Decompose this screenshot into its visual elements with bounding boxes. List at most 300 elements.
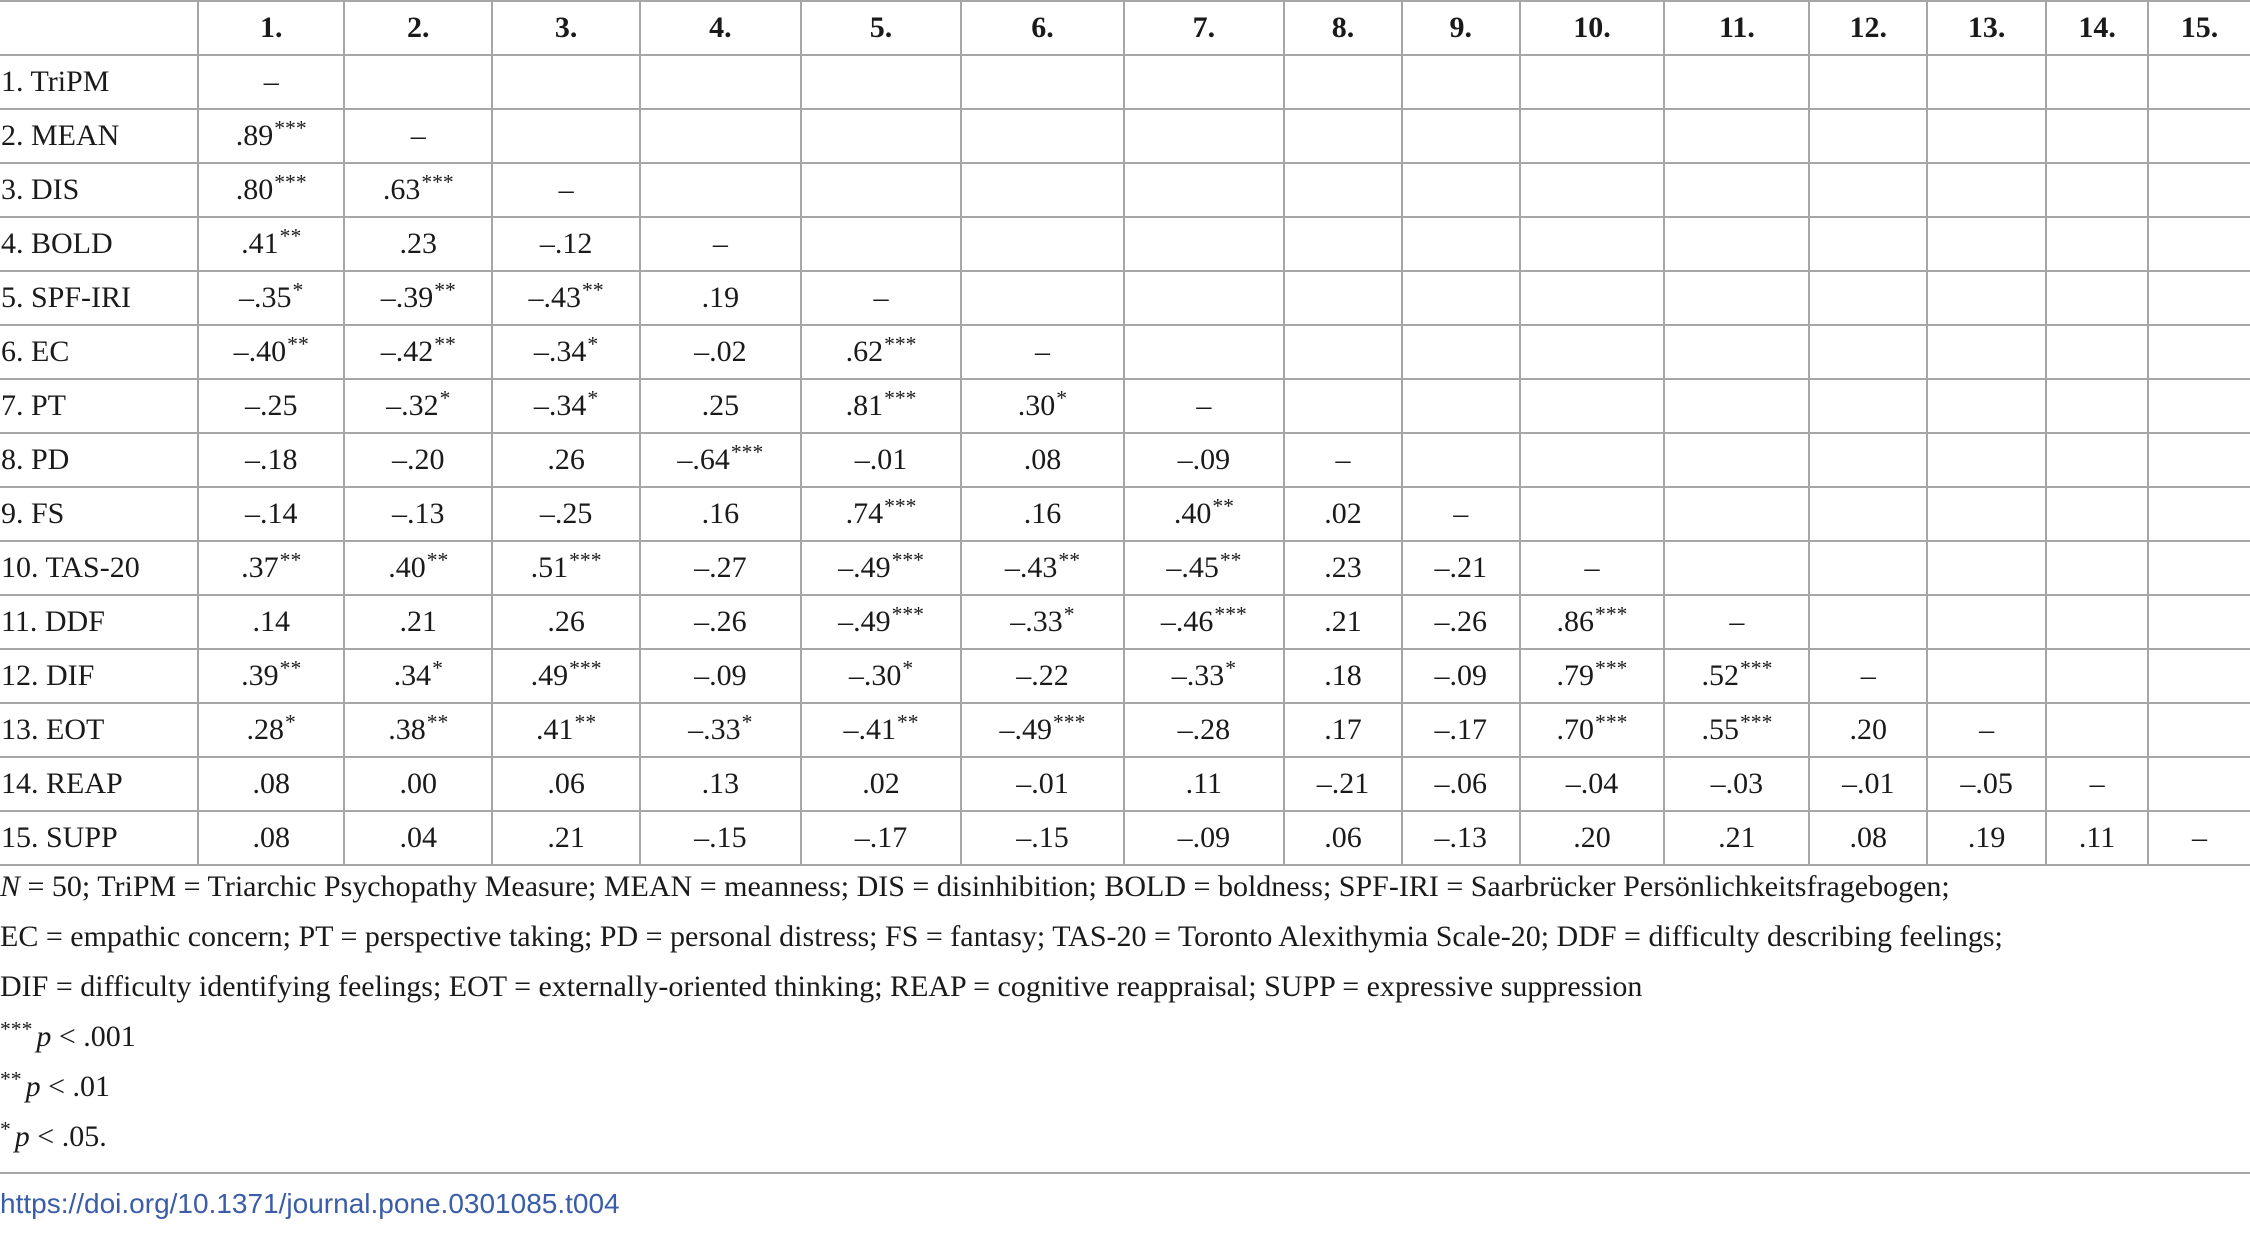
correlation-cell	[198, 163, 344, 217]
correlation-cell	[801, 433, 962, 487]
correlation-cell	[1664, 757, 1809, 811]
correlation-cell	[1402, 541, 1520, 595]
correlation-value: .86	[1556, 605, 1595, 638]
correlation-cell	[1124, 595, 1285, 649]
row-label: 9. FS	[0, 487, 198, 541]
significance-stars: **	[1219, 548, 1242, 573]
correlation-cell	[344, 163, 492, 217]
correlation-cell	[1927, 487, 2046, 541]
correlation-value: –.17	[854, 821, 908, 854]
column-header: 15.	[2148, 1, 2250, 55]
correlation-cell	[1664, 379, 1809, 433]
significance-stars: *	[292, 278, 304, 303]
correlation-cell	[1664, 487, 1809, 541]
significance-stars: **	[1212, 494, 1234, 519]
correlation-value: .74	[845, 497, 884, 530]
correlation-cell	[640, 541, 801, 595]
correlation-cell	[1284, 703, 1402, 757]
correlation-cell	[1809, 703, 1927, 757]
correlation-value: –.02	[694, 335, 747, 368]
correlation-cell	[2148, 379, 2250, 433]
correlation-value: –.18	[244, 443, 298, 476]
table-header-row	[0, 1, 2250, 55]
correlation-cell	[1520, 217, 1665, 271]
correlation-cell	[2148, 811, 2250, 865]
correlation-value: –.27	[694, 551, 747, 584]
column-header: 13.	[1927, 1, 2046, 55]
table-body	[0, 55, 2250, 865]
correlation-value: –.33	[688, 713, 741, 746]
correlation-cell	[961, 433, 1123, 487]
significance-stars: ***	[884, 332, 917, 357]
correlation-cell	[198, 271, 344, 325]
correlation-value: –	[1034, 335, 1050, 368]
table-row	[0, 325, 2250, 379]
correlation-cell	[492, 703, 640, 757]
correlation-value: .26	[547, 605, 585, 638]
correlation-cell	[2046, 757, 2148, 811]
correlation-value: .16	[701, 497, 740, 530]
correlation-value: .26	[547, 443, 585, 476]
correlation-value: .13	[701, 767, 740, 800]
correlation-cell	[2148, 217, 2250, 271]
column-header: 7.	[1124, 1, 1285, 55]
significance-note	[0, 1112, 2250, 1162]
correlation-cell	[961, 55, 1123, 109]
doi-link[interactable]: https://doi.org/10.1371/journal.pone.0301085.t004	[0, 1188, 620, 1219]
correlation-value: .04	[399, 821, 438, 854]
correlation-cell	[1520, 649, 1665, 703]
correlation-cell	[492, 109, 640, 163]
abbreviations-line-2: EC = empathic concern; PT = perspective taking; PD = personal distress; FS = fantasy; TAS-20 = Toronto Alexithymia Scale-20; DDF = difficulty describing feelings;	[0, 920, 2003, 953]
correlation-value: .21	[547, 821, 585, 854]
significance-stars: **	[426, 710, 449, 735]
table-notes	[0, 862, 2250, 1162]
correlation-cell	[1402, 649, 1520, 703]
correlation-cell	[2046, 109, 2148, 163]
correlation-cell	[640, 649, 801, 703]
column-header: 4.	[640, 1, 801, 55]
correlation-cell	[1520, 541, 1665, 595]
row-label: 3. DIS	[0, 163, 198, 217]
correlation-cell	[1124, 217, 1285, 271]
correlation-cell	[1664, 541, 1809, 595]
correlation-value: .19	[701, 281, 740, 314]
correlation-cell	[344, 433, 492, 487]
correlation-cell	[1124, 379, 1285, 433]
correlation-value: –.21	[1434, 551, 1487, 584]
correlation-cell	[1664, 325, 1809, 379]
correlation-cell	[1664, 811, 1809, 865]
correlation-cell	[1664, 109, 1809, 163]
correlation-cell	[1284, 217, 1402, 271]
correlation-value: –.34	[533, 389, 587, 422]
correlation-value: –	[1729, 605, 1745, 638]
correlation-value: .89	[235, 119, 274, 152]
correlation-value: .02	[1324, 497, 1362, 530]
correlation-cell	[344, 703, 492, 757]
correlation-value: –.21	[1316, 767, 1370, 800]
correlation-cell	[1124, 433, 1285, 487]
correlation-value: –	[2089, 767, 2105, 800]
row-label: 15. SUPP	[0, 811, 198, 865]
correlation-cell	[640, 487, 801, 541]
correlation-value: –.28	[1177, 713, 1231, 746]
correlation-cell	[640, 217, 801, 271]
correlation-cell	[1809, 757, 1927, 811]
correlation-cell	[1284, 379, 1402, 433]
correlation-value: .08	[252, 767, 290, 800]
correlation-cell	[1284, 55, 1402, 109]
correlation-cell	[1664, 595, 1809, 649]
correlation-value: –.15	[694, 821, 747, 854]
row-label: 10. TAS-20	[0, 541, 198, 595]
correlation-cell	[1927, 433, 2046, 487]
correlation-cell	[1927, 379, 2046, 433]
correlation-value: .17	[1324, 713, 1362, 746]
correlation-value: .52	[1701, 659, 1739, 692]
significance-stars: *	[1056, 386, 1068, 411]
correlation-value: –.64	[677, 443, 730, 476]
correlation-cell	[1927, 757, 2046, 811]
correlation-value: –.13	[1434, 821, 1487, 854]
row-label: 7. PT	[0, 379, 198, 433]
correlation-value: –.01	[854, 443, 908, 476]
correlation-cell	[344, 55, 492, 109]
column-header: 3.	[492, 1, 640, 55]
correlation-cell	[1809, 541, 1927, 595]
correlation-cell	[1809, 433, 1927, 487]
significance-stars: *	[1225, 656, 1237, 681]
correlation-cell	[1664, 649, 1809, 703]
correlation-cell	[2148, 757, 2250, 811]
correlation-value: –.06	[1434, 767, 1487, 800]
correlation-cell	[1402, 379, 1520, 433]
correlation-value: .08	[252, 821, 290, 854]
correlation-cell	[198, 595, 344, 649]
correlation-cell	[801, 541, 962, 595]
correlation-value: .11	[1185, 767, 1223, 800]
correlation-cell	[1124, 271, 1285, 325]
correlation-value: .28	[246, 713, 285, 746]
correlation-value: –.25	[244, 389, 298, 422]
column-header: 10.	[1520, 1, 1665, 55]
correlation-value: –.09	[694, 659, 747, 692]
significance-stars: ***	[884, 494, 917, 519]
correlation-cell	[1809, 379, 1927, 433]
table-row	[0, 703, 2250, 757]
correlation-value: .14	[252, 605, 290, 638]
correlation-cell	[2148, 541, 2250, 595]
correlation-value: –.03	[1710, 767, 1764, 800]
significance-note	[0, 1012, 2250, 1062]
correlation-cell	[1809, 109, 1927, 163]
column-header: 1.	[198, 1, 344, 55]
correlation-cell	[2046, 163, 2148, 217]
correlation-cell	[1520, 55, 1665, 109]
row-label: 5. SPF-IRI	[0, 271, 198, 325]
correlation-cell	[640, 163, 801, 217]
abbreviations-line-1	[0, 862, 2250, 912]
correlation-value: .21	[399, 605, 438, 638]
significance-stars: ***	[1739, 656, 1773, 681]
correlation-cell	[1520, 703, 1665, 757]
correlation-value: –.01	[1841, 767, 1895, 800]
correlation-value: .23	[399, 227, 438, 260]
correlation-cell	[1809, 811, 1927, 865]
correlation-cell	[2148, 649, 2250, 703]
correlation-cell	[961, 109, 1123, 163]
table-row	[0, 541, 2250, 595]
correlation-cell	[1927, 703, 2046, 757]
correlation-cell	[961, 217, 1123, 271]
column-header: 12.	[1809, 1, 1927, 55]
correlation-cell	[492, 379, 640, 433]
significance-stars: **	[426, 548, 449, 573]
correlation-cell	[1284, 163, 1402, 217]
significance-stars: **	[279, 548, 302, 573]
significance-stars: ***	[1595, 710, 1628, 735]
correlation-cell	[1124, 541, 1285, 595]
correlation-cell	[801, 109, 962, 163]
correlation-value: .18	[1324, 659, 1362, 692]
correlation-value: .21	[1718, 821, 1756, 854]
correlation-cell	[1809, 487, 1927, 541]
correlation-cell	[801, 595, 962, 649]
correlation-cell	[801, 55, 962, 109]
correlation-value: –	[1979, 713, 1995, 746]
correlation-cell	[2148, 163, 2250, 217]
significance-stars: *	[285, 710, 296, 735]
significance-stars: **	[574, 710, 597, 735]
correlation-cell	[1520, 325, 1665, 379]
row-label: 1. TriPM	[0, 55, 198, 109]
correlation-value: –.22	[1016, 659, 1069, 692]
significance-stars: ***	[1595, 602, 1628, 627]
correlation-value: –	[873, 281, 889, 314]
correlation-value: .20	[1573, 821, 1611, 854]
significance-stars: **	[582, 278, 604, 303]
n-symbol: N	[0, 870, 21, 903]
correlation-cell	[1284, 649, 1402, 703]
correlation-cell	[1284, 811, 1402, 865]
correlation-value: –.43	[1004, 551, 1058, 584]
correlation-cell	[344, 541, 492, 595]
significance-stars: *	[587, 332, 599, 357]
correlation-cell	[1284, 595, 1402, 649]
column-header: 8.	[1284, 1, 1402, 55]
correlation-value: –	[712, 227, 728, 260]
correlation-value: .81	[845, 389, 884, 422]
correlation-cell	[801, 649, 962, 703]
p-symbol: p	[36, 1020, 52, 1053]
correlation-value: –.09	[1434, 659, 1487, 692]
correlation-cell	[801, 487, 962, 541]
significance-stars: ***	[1053, 710, 1086, 735]
significance-stars: ***	[1595, 656, 1628, 681]
correlation-cell	[961, 163, 1123, 217]
correlation-cell	[2046, 703, 2148, 757]
column-header: 5.	[801, 1, 962, 55]
table-row	[0, 487, 2250, 541]
significance-stars: ***	[421, 170, 454, 195]
correlation-value: .40	[1173, 497, 1212, 530]
correlation-cell	[344, 217, 492, 271]
correlation-cell	[1124, 325, 1285, 379]
table-row	[0, 595, 2250, 649]
correlation-cell	[640, 595, 801, 649]
correlation-cell	[492, 163, 640, 217]
correlation-cell	[1927, 163, 2046, 217]
correlation-cell	[1124, 811, 1285, 865]
correlation-cell	[198, 541, 344, 595]
correlation-cell	[2046, 325, 2148, 379]
correlation-value: .49	[530, 659, 569, 692]
correlation-cell	[492, 595, 640, 649]
correlation-cell	[2046, 811, 2148, 865]
significance-stars: *	[1063, 602, 1075, 627]
correlation-cell	[961, 595, 1123, 649]
correlation-cell	[1927, 325, 2046, 379]
correlation-value: –.33	[1171, 659, 1225, 692]
correlation-value: .41	[536, 713, 574, 746]
correlation-cell	[640, 811, 801, 865]
correlation-cell	[198, 325, 344, 379]
correlation-cell	[1927, 595, 2046, 649]
correlation-value: .51	[530, 551, 569, 584]
correlation-value: .63	[382, 173, 421, 206]
row-label: 4. BOLD	[0, 217, 198, 271]
correlation-cell	[1402, 757, 1520, 811]
significance-stars: **	[1058, 548, 1080, 573]
correlation-cell	[1809, 55, 1927, 109]
table-row	[0, 55, 2250, 109]
correlation-cell	[801, 703, 962, 757]
correlation-value: –.17	[1434, 713, 1487, 746]
correlation-cell	[198, 703, 344, 757]
correlation-cell	[1124, 757, 1285, 811]
correlation-cell	[1402, 55, 1520, 109]
correlation-value: –.49	[999, 713, 1052, 746]
correlation-cell	[492, 217, 640, 271]
table-row	[0, 109, 2250, 163]
row-label: 13. EOT	[0, 703, 198, 757]
correlation-cell	[961, 541, 1123, 595]
correlation-cell	[640, 109, 801, 163]
correlation-cell	[492, 487, 640, 541]
correlation-cell	[640, 433, 801, 487]
correlation-cell	[2046, 649, 2148, 703]
correlation-cell	[1520, 757, 1665, 811]
correlation-cell	[640, 757, 801, 811]
correlation-value: .06	[547, 767, 585, 800]
table-row	[0, 163, 2250, 217]
significance-notes	[0, 1012, 2250, 1162]
correlation-cell	[198, 487, 344, 541]
correlation-cell	[640, 325, 801, 379]
correlation-value: –.12	[539, 227, 593, 260]
correlation-value: –.13	[392, 497, 445, 530]
correlation-value: .40	[388, 551, 426, 584]
correlation-value: –	[2192, 821, 2207, 854]
correlation-cell	[801, 217, 962, 271]
correlation-cell	[344, 109, 492, 163]
table-row	[0, 757, 2250, 811]
correlation-value: .25	[701, 389, 740, 422]
correlation-cell	[344, 811, 492, 865]
correlation-cell	[1927, 271, 2046, 325]
correlation-value: –.04	[1565, 767, 1619, 800]
abbreviations-text-1: = 50; TriPM = Triarchic Psychopathy Measure; MEAN = meanness; DIS = disinhibition; BOLD = boldness; SPF-IRI = Saarbrücker Persönlichkeitsfragebogen;	[20, 870, 1950, 903]
correlation-value: –	[1860, 659, 1876, 692]
correlation-cell	[1284, 325, 1402, 379]
correlation-cell	[1520, 379, 1665, 433]
significance-stars: ***	[569, 548, 602, 573]
row-label: 2. MEAN	[0, 109, 198, 163]
correlation-cell	[492, 541, 640, 595]
correlation-cell	[198, 433, 344, 487]
correlation-cell	[2046, 595, 2148, 649]
p-symbol: p	[14, 1120, 30, 1153]
p-threshold: < .01	[40, 1070, 111, 1103]
correlation-cell	[1402, 433, 1520, 487]
significance-note	[0, 1062, 2250, 1112]
significance-stars: *	[902, 656, 914, 681]
significance-stars: **	[434, 332, 456, 357]
correlation-cell	[492, 811, 640, 865]
significance-stars: *	[439, 386, 451, 411]
correlation-cell	[801, 325, 962, 379]
correlation-cell	[1402, 325, 1520, 379]
correlation-value: –.05	[1960, 767, 2013, 800]
correlation-cell	[1809, 595, 1927, 649]
correlation-cell	[1664, 163, 1809, 217]
significance-stars: **	[896, 710, 919, 735]
significance-stars: **	[279, 656, 302, 681]
correlation-cell	[640, 703, 801, 757]
correlation-cell	[1927, 109, 2046, 163]
correlation-cell	[1124, 55, 1285, 109]
correlation-cell	[801, 271, 962, 325]
correlation-value: –.49	[838, 605, 891, 638]
correlation-cell	[2148, 487, 2250, 541]
significance-stars: **	[0, 1067, 22, 1092]
correlation-cell	[1520, 163, 1665, 217]
significance-stars: ***	[1214, 602, 1247, 627]
correlation-value: –.33	[1010, 605, 1063, 638]
correlation-value: .41	[241, 227, 279, 260]
correlation-value: –	[410, 119, 426, 152]
correlation-cell	[2148, 109, 2250, 163]
correlation-cell	[1402, 811, 1520, 865]
correlation-cell	[198, 757, 344, 811]
correlation-value: –.09	[1177, 821, 1231, 854]
correlation-cell	[2148, 325, 2250, 379]
significance-stars: ***	[891, 548, 924, 573]
correlation-value: –.43	[528, 281, 582, 314]
correlation-cell	[2046, 379, 2148, 433]
significance-stars: *	[741, 710, 753, 735]
correlation-cell	[961, 271, 1123, 325]
correlation-cell	[1664, 271, 1809, 325]
correlation-cell	[640, 379, 801, 433]
correlation-cell	[961, 649, 1123, 703]
correlation-value: –.49	[838, 551, 891, 584]
row-label: 6. EC	[0, 325, 198, 379]
correlation-value: .00	[399, 767, 438, 800]
correlation-cell	[492, 433, 640, 487]
correlation-value: .21	[1324, 605, 1362, 638]
